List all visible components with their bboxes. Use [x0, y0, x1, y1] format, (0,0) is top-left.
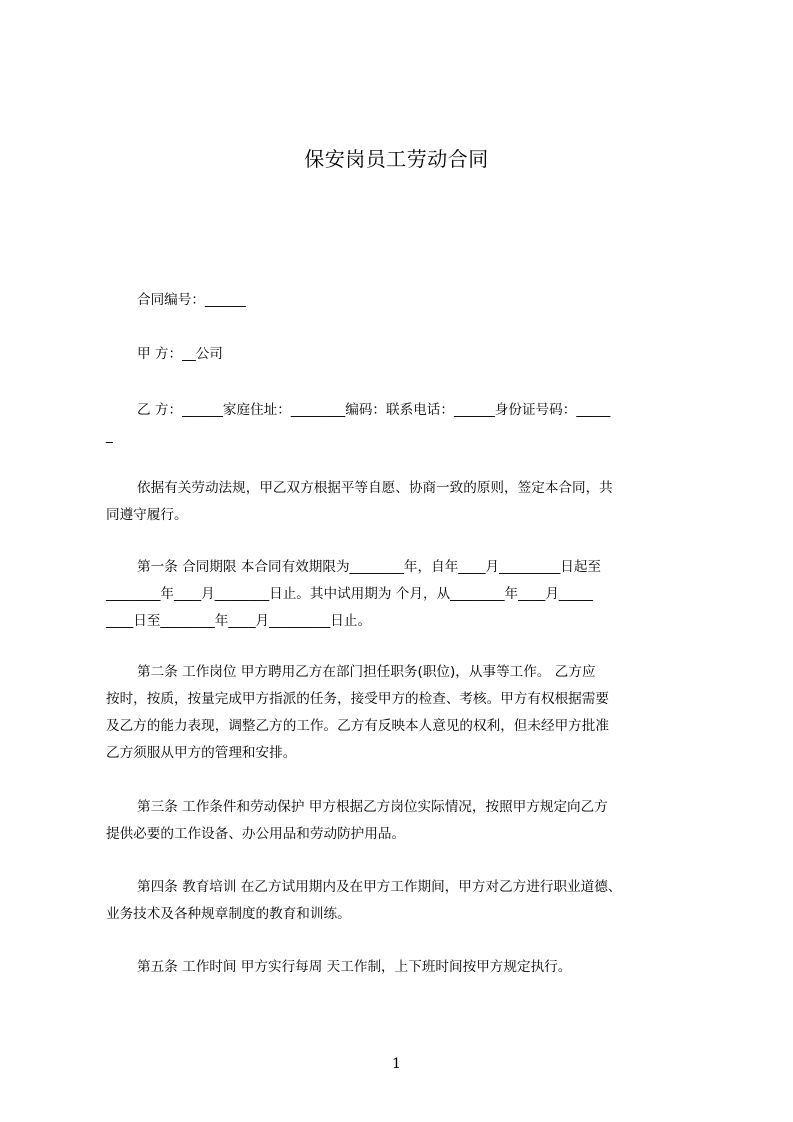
article-2-line-1: 第二条 工作岗位 甲方聘用乙方在部门担任职务(职位)，从事等工作。 乙方应 — [137, 664, 596, 680]
page-number: 1 — [392, 1056, 401, 1072]
article-2-line-2: 按时，按质，按量完成甲方指派的任务，接受甲方的检查、考核。甲方有权根据需要 — [106, 691, 609, 707]
article-5-line-1: 第五条 工作时间 甲方实行每周 天工作制，上下班时间按甲方规定执行。 — [137, 959, 572, 975]
article-3-line-2: 提供必要的工作设备、办公用品和劳动防护用品。 — [106, 826, 406, 842]
article-1-line-2: ________年____月________日止。其中试用期为 个月，从________年____月_____ — [106, 586, 593, 602]
party-b-line-2: _ — [106, 428, 113, 444]
contract-number-line: 合同编号：______ — [137, 292, 246, 308]
party-b-line-1: 乙 方：______家庭住址：________编码：联系电话：______身份证号码：_____ — [137, 402, 611, 418]
intro-line-2: 同遵守履行。 — [106, 507, 188, 523]
article-1-line-3: ____日至________年____月_________日止。 — [106, 613, 372, 629]
intro-line-1: 依据有关劳动法规，甲乙双方根据平等自愿、协商一致的原则，签定本合同，共 — [137, 480, 613, 496]
article-4-line-1: 第四条 教育培训 在乙方试用期内及在甲方工作期间，甲方对乙方进行职业道德、 — [137, 879, 622, 895]
party-a-line: 甲 方：__公司 — [137, 346, 223, 362]
article-2-line-4: 乙方须服从甲方的管理和安排。 — [106, 745, 297, 761]
article-1-line-1: 第一条 合同期限 本合同有效期限为________年，自年____月_________日起至 — [137, 559, 602, 575]
article-3-line-1: 第三条 工作条件和劳动保护 甲方根据乙方岗位实际情况，按照甲方规定向乙方 — [137, 799, 608, 815]
article-2-line-3: 及乙方的能力表现，调整乙方的工作。乙方有反映本人意见的权利，但未经甲方批准 — [106, 718, 609, 734]
document-title: 保安岗员工劳动合同 — [304, 147, 489, 171]
article-4-line-2: 业务技术及各种规章制度的教育和训练。 — [106, 906, 351, 922]
